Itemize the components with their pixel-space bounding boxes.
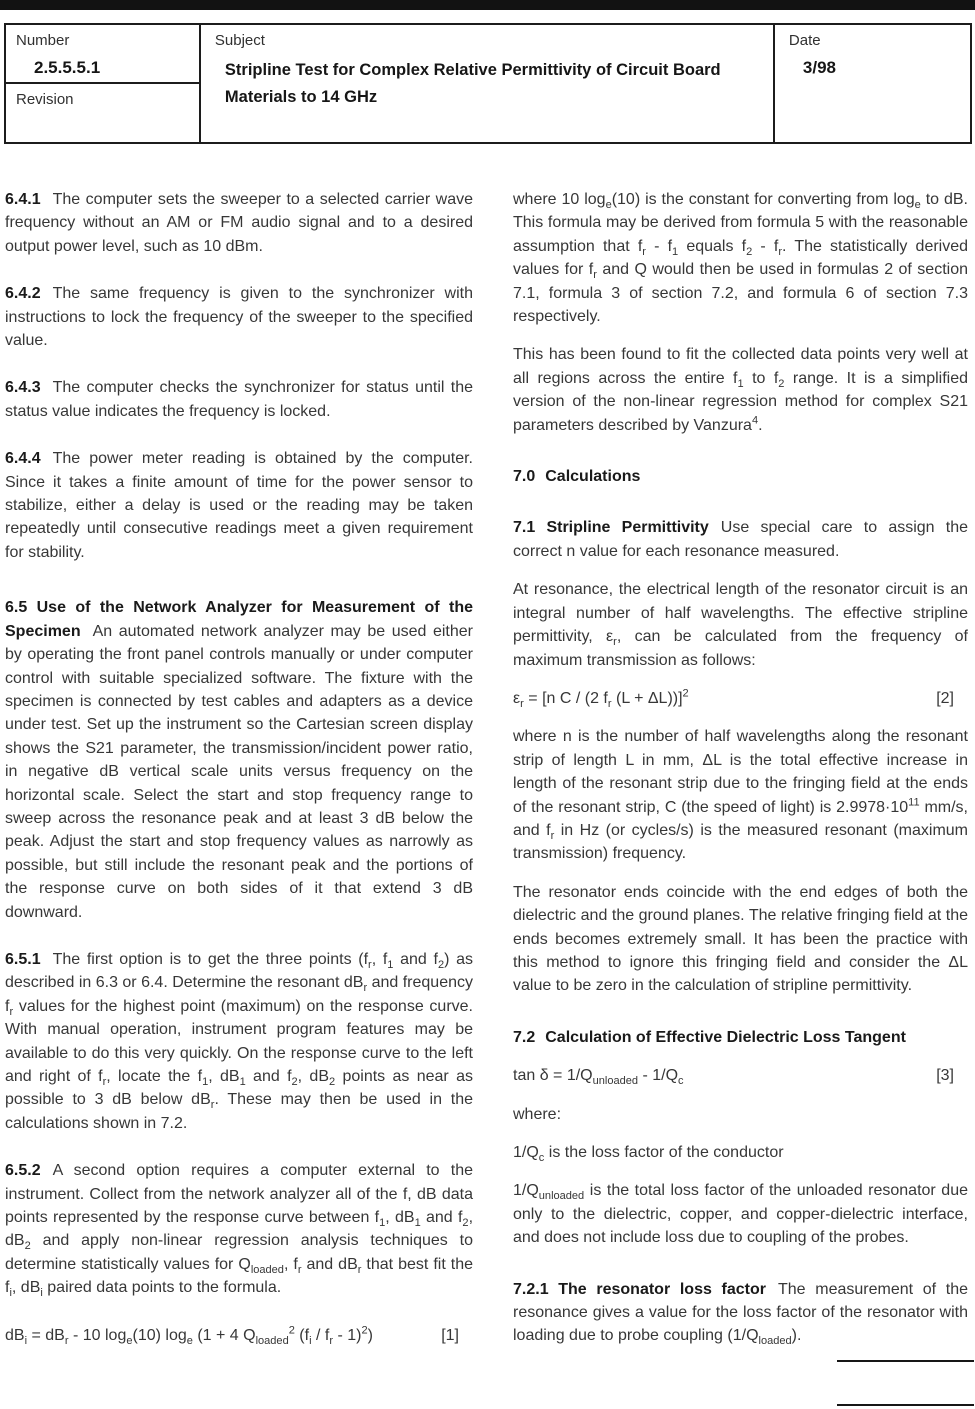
subscript: unloaded: [538, 1190, 585, 1203]
subscript: r: [102, 1076, 107, 1089]
subscript: e: [186, 1334, 193, 1347]
subject-cell: [201, 25, 773, 142]
date-value: 3/98: [802, 58, 836, 77]
section-number-lead: 6.5.2: [5, 1162, 41, 1180]
body-column-left: [5, 188, 473, 1371]
formula-line: [5, 1324, 473, 1347]
subscript: 1: [737, 378, 744, 391]
date-label: Date: [788, 32, 821, 49]
header-table: [4, 23, 972, 144]
footnote-rule: [837, 1360, 974, 1362]
number-cell: [6, 25, 199, 84]
footnote-rule: [837, 1404, 974, 1406]
section-number-lead: 6.4.4: [5, 450, 41, 468]
section-number-lead: 7.2.1 The resonator loss factor: [513, 1280, 766, 1298]
superscript: 2: [682, 687, 689, 700]
subscript: r: [64, 1334, 69, 1347]
paragraph: where n is the number of half wavelengths along the resonant strip of length L in mm, ΔL is the total effective increase in length of the resonant strip due to the fringing field at the ends of the resonant strip, C (the speed of light) is $2.9978\cdot 10^{11}$ mm/s, and $f_r$ in Hz (or cycles/s) is the measured resonant (maximum transmission) frequency.: [513, 728, 968, 863]
subscript: r: [550, 830, 555, 843]
paragraph: 6.5 Use of the Network Analyzer for Measurement of the Specimen An automated network analyzer may be used either by operating the front panel controls manually or under computer control with suitable specialized software. The fixture with the specimen is connected by test cables and adapters as a device under test. Set up the instrument so the Cartesian screen display shows the S21 parameter, the transmission/incident power ratio, in negative dB vertical scale units versus frequency on the horizontal scale. Select the start and stop frequency range to sweep across the resonance peak and at least 3 dB below the peak. Adjust the start and stop frequency values as narrowly as possible, but still include the resonant peak and the portions of the response curve on both sides of it that extend 3 dB downward.: [5, 599, 473, 921]
formula-expression: $dB_i = dB_r - 10$ $\log_e(10)$ $\log_e (1 + 4$ $Q_{loaded}^2$ $(f_i / f_r - 1)^2$): [5, 1324, 373, 1347]
formula-line: [513, 1064, 968, 1087]
subscript: 2: [462, 1217, 469, 1230]
subscript: c: [678, 1075, 684, 1088]
revision-cell: [6, 84, 199, 142]
subscript: 2: [437, 959, 445, 972]
paragraph: 6.5.2 A second option requires a computer external to the instrument. Collect from the network analyzer all of the f, dB data points represented by the response curve between $f_1$, $dB_1$ and $f_2$, $dB_2$ and apply non-linear regression analysis techniques to determine statistically values for $Q_{loaded}$, $f_r$ and $dB_r$ that best fit the $f_i$, $dB_i$ paired data points to the formula.: [5, 1162, 474, 1300]
subscript: r: [329, 1334, 333, 1347]
subscript: unloaded: [592, 1075, 639, 1088]
formula-expression: $\varepsilon_r = [n$ C / (2 $f_r$ (L + ΔL))]$^2$: [513, 687, 689, 711]
section-number-lead: 6.5 Use of the Network Analyzer for Measurement of the Specimen: [5, 599, 473, 640]
paragraph: $1/Q_c$ is the loss factor of the conductor: [513, 1144, 784, 1165]
superscript: 11: [908, 796, 920, 809]
formula-line: [513, 687, 968, 710]
subscript: 1: [672, 246, 679, 258]
section-number-lead: 6.4.3: [5, 379, 41, 397]
section-number-lead: 6.4.1: [5, 191, 41, 208]
subscript: i: [24, 1334, 28, 1347]
subscript: 2: [778, 378, 785, 391]
subscript: 2: [291, 1076, 298, 1089]
subscript: r: [210, 1099, 215, 1112]
subscript: e: [605, 199, 612, 212]
subscript: r: [607, 698, 612, 711]
number-value: 2.5.5.5.1: [34, 58, 101, 77]
subscript: r: [520, 698, 524, 711]
paragraph: At resonance, the electrical length of the resonator circuit is an integral number of half wavelengths. The effective stripline permittivity, $\varepsilon_r$, can be calculated from the frequency of maximum transmission as follows:: [513, 581, 968, 669]
subscript: loaded: [250, 1264, 284, 1277]
subject-value: Stripline Test for Complex Relative Permittivity of Circuit Board Materials to 14 GHz: [224, 61, 721, 106]
subscript: 2: [329, 1076, 336, 1089]
superscript: 2: [288, 1324, 295, 1337]
subscript: 1: [387, 959, 394, 972]
subject-label: Subject: [214, 32, 265, 49]
paragraph: The resonator ends coincide with the end edges of both the dielectric and the ground planes. The relative fringing field at the ends becomes extremely small. It has been the practice with this method to ignore this fringing field and consider the ΔL value to be zero in the calculation of stripline permittivity.: [513, 883, 968, 995]
revision-label: Revision: [16, 91, 74, 108]
paragraph: 6.4.3 The computer checks the synchronizer for status until the status value indicates the frequency is locked.: [5, 379, 473, 420]
paragraph: 6.4.2 The same frequency is given to the synchronizer with instructions to lock the frequency of the sweeper to the specified value.: [5, 285, 473, 350]
section-number-lead: 6.4.2: [5, 285, 41, 303]
number-label: Number: [16, 32, 70, 49]
formula-expression: $\tan \delta = 1/Q_{unloaded} - 1/Q_c$: [513, 1067, 684, 1088]
paragraph: 6.4.4 The power meter reading is obtained by the computer. Since it takes a finite amount of time for the power sensor to stabilize, either a delay is used or the reading may be taken repeatedly until consecutive readings meet a given requirement for stability.: [5, 450, 473, 561]
formula-ref: [1]: [441, 1326, 459, 1344]
formula-ref: [2]: [936, 689, 954, 707]
subscript: e: [126, 1334, 133, 1347]
subscript: 1: [239, 1076, 246, 1089]
section-number-lead: 6.5.1: [5, 950, 41, 968]
subscript: c: [538, 1152, 545, 1165]
paragraph: where 10 $\log_e(10)$ is the constant for converting from $\log_e$ to dB. This formula may be derived from formula 5 with the reasonable assumption that $f_r - f_1$ equals $f_2 - f_r$. The statistically derived values for $f_r$ and Q would then be used in formulas 2 of section 7.1, formula 3 of section 7.2, and formula 6 of section 7.3 respectively.: [513, 191, 969, 326]
header-number-revision-column: [6, 25, 201, 142]
section-number-lead: 7.0: [513, 468, 536, 486]
subscript: r: [593, 269, 597, 282]
subscript: r: [363, 982, 368, 995]
paragraph: where:: [513, 1105, 562, 1123]
date-cell: [773, 25, 970, 142]
body-column-right: [513, 188, 968, 1363]
paragraph: 6.4.1 The computer sets the sweeper to a selected carrier wave frequency without an AM or FM audio signal and to a desired output power level, such as 10 dBm.: [5, 191, 473, 255]
subscript: r: [778, 246, 783, 258]
subscript: 2: [24, 1240, 31, 1253]
subscript: r: [9, 1005, 14, 1018]
paragraph: This has been found to fit the collected data points very well at all regions across the entire $f_1$ to $f_2$ range. It is a simplified version of the non-linear regression method for complex S21 parameters described by Vanzura$^4$.: [513, 346, 969, 434]
superscript: 4: [751, 414, 759, 427]
top-bar: [0, 0, 975, 10]
subscript: 2: [746, 246, 753, 258]
subscript: 1: [379, 1217, 386, 1230]
subscript: 1: [414, 1217, 421, 1230]
subscript: loaded: [255, 1334, 289, 1347]
paragraph: 7.2.1 The resonator loss factor The measurement of the resonance gives a value for the loss factor of the resonator with loading due to probe coupling $(1/Q_{loaded})$.: [513, 1280, 969, 1348]
section-number-lead: 7.1 Stripline Permittivity: [513, 519, 709, 537]
paragraph: 7.1 Stripline Permittivity Use special care to assign the correct n value for each resonance measured.: [513, 519, 969, 560]
section-heading: 7.0 Calculations: [513, 468, 641, 486]
formula-ref: [3]: [936, 1067, 954, 1085]
subscript: r: [357, 1264, 362, 1277]
subscript: r: [613, 636, 617, 649]
superscript: 2: [361, 1324, 368, 1337]
subscript: r: [368, 959, 372, 972]
section-heading: 7.2 Calculation of Effective Dielectric Loss Tangent: [513, 1028, 906, 1046]
section-number-lead: 7.2: [513, 1028, 536, 1046]
paragraph: 6.5.1 The first option is to get the three points ($f_r$, $f_1$ and $f_2$) as described in 6.3 or 6.4. Determine the resonant $dB_r$ and frequency $f_r$ values for the highest point (maximum) on the response curve. With manual operation, instrument program features may be available to do this very quickly. On the response curve to the left and right of $f_r$, locate the $f_1$, $dB_1$ and $f_2$, $dB_2$ points as near as possible to 3 dB below $dB_r$. These may then be used in the calculations shown in 7.2.: [5, 950, 474, 1132]
subscript: i: [309, 1334, 312, 1347]
subscript: loaded: [758, 1335, 792, 1348]
subscript: 1: [202, 1076, 209, 1089]
subscript: i: [9, 1287, 12, 1300]
subscript: e: [914, 199, 921, 212]
paragraph: $1/Q_{unloaded}$ is the total loss factor of the unloaded resonator due only to the dielectric, copper, and copper-dielectric interface, and does not include loss due to coupling of the probes.: [513, 1182, 968, 1247]
subscript: i: [40, 1287, 43, 1300]
subscript: r: [297, 1264, 302, 1277]
subscript: r: [642, 246, 646, 258]
